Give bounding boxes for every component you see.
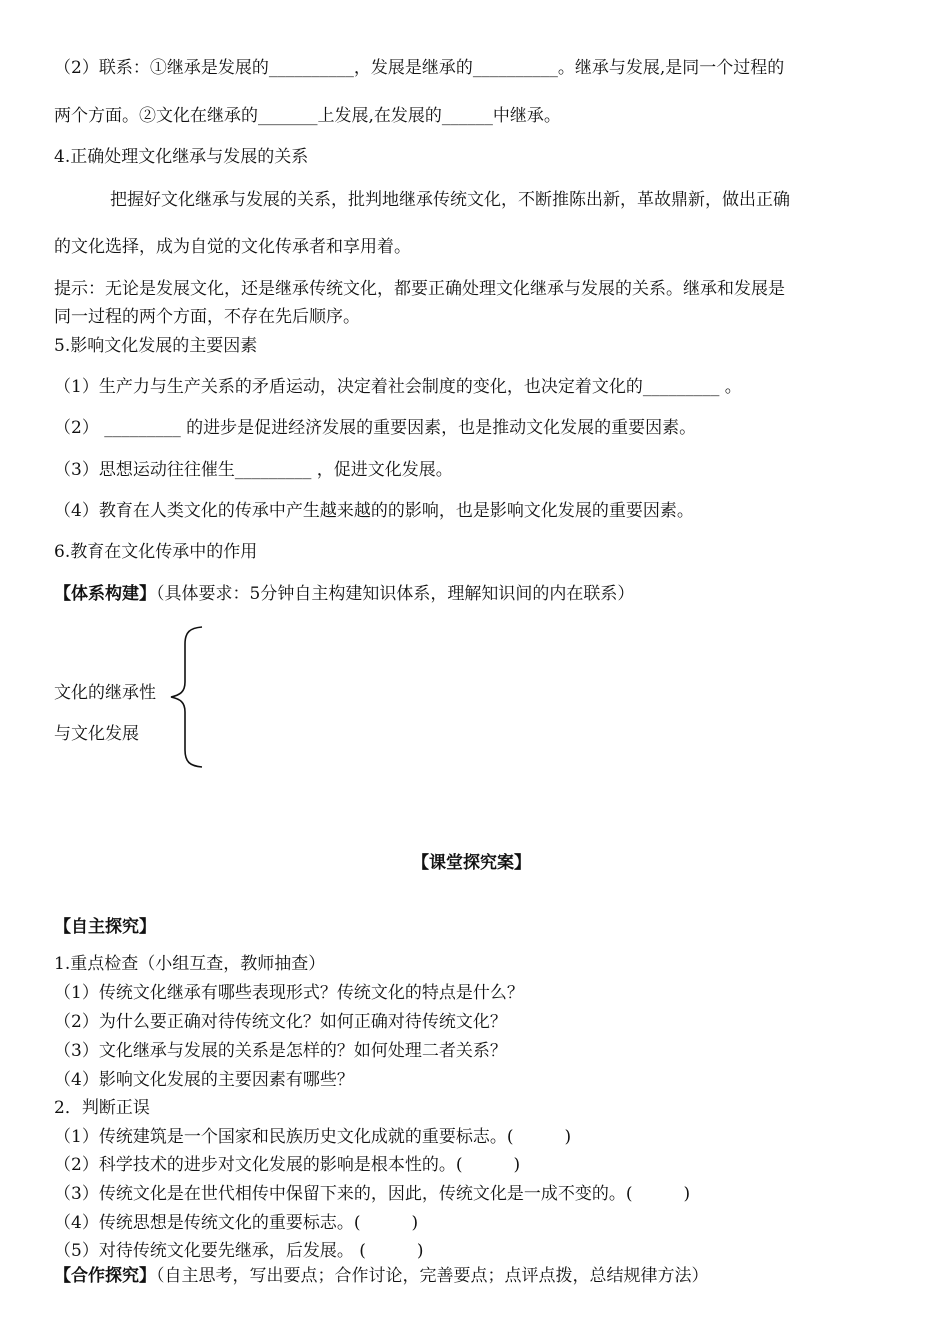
list-item: （4）传统思想是传统文化的重要标志。( ) — [54, 1213, 419, 1233]
text-line: （4）教育在人类文化的传承中产生越来越的的影响，也是影响文化发展的重要因素。 — [54, 501, 694, 521]
section-heading: 4.正确处理文化继承与发展的关系 — [54, 147, 309, 167]
self-explore-heading: 【自主探究】 — [54, 917, 156, 937]
text-line: （2）联系：①继承是发展的__________，发展是继承的__________。继承与发展,是同一个过程的 — [54, 58, 785, 78]
list-item: （5）对待传统文化要先继承，后发展。 ( ) — [54, 1241, 424, 1261]
coop-explore-line — [54, 1266, 709, 1286]
text-line: （1）生产力与生产关系的矛盾运动，决定着社会制度的变化，也决定着文化的_________ 。 — [54, 377, 742, 397]
text-line: （3）思想运动往往催生_________ ，促进文化发展。 — [54, 460, 453, 480]
hint-line: 同一过程的两个方面，不存在先后顺序。 — [54, 307, 360, 327]
list-item: （1）传统文化继承有哪些表现形式？传统文化的特点是什么？ — [54, 983, 524, 1003]
brace-label-line-2: 与文化发展 — [54, 724, 139, 744]
text-line: （2） _________ 的进步是促进经济发展的重要因素，也是推动文化发展的重要因素。 — [54, 418, 697, 438]
text-line: 两个方面。②文化在继承的_______上发展,在发展的______中继承。 — [54, 106, 561, 126]
list-item: （4）影响文化发展的主要因素有哪些？ — [54, 1070, 354, 1090]
list-item: （3）传统文化是在世代相传中保留下来的，因此，传统文化是一成不变的。( ) — [54, 1184, 691, 1204]
system-build-heading: 【体系构建】 — [54, 584, 156, 604]
list-item: （1）传统建筑是一个国家和民族历史文化成就的重要标志。( ) — [54, 1127, 572, 1147]
system-build-note: （具体要求：5分钟自主构建知识体系，理解知识间的内在联系） — [156, 584, 635, 604]
coop-explore-note: （自主思考，写出要点；合作讨论，完善要点；点评点拨，总结规律方法） — [156, 1266, 709, 1286]
list-item: （2）科学技术的进步对文化发展的影响是根本性的。( ) — [54, 1155, 521, 1175]
check-title: 1.重点检查（小组互查，教师抽查） — [54, 954, 326, 974]
hint-line: 提示：无论是发展文化，还是继承传统文化，都要正确处理文化继承与发展的关系。继承和发展是 — [54, 279, 785, 299]
list-item: （3）文化继承与发展的关系是怎样的？如何处理二者关系？ — [54, 1041, 507, 1061]
list-item: （2）为什么要正确对待传统文化？如何正确对待传统文化？ — [54, 1012, 507, 1032]
coop-explore-heading: 【合作探究】 — [54, 1266, 156, 1286]
page-title: 【课堂探究案】 — [412, 853, 531, 873]
text-line: 的文化选择，成为自觉的文化传承者和享用着。 — [54, 237, 411, 257]
judge-title: 2．判断正误 — [54, 1098, 150, 1118]
curly-brace-icon — [168, 626, 208, 768]
section-heading: 5.影响文化发展的主要因素 — [54, 336, 258, 356]
text-line: 把握好文化继承与发展的关系，批判地继承传统文化，不断推陈出新，革故鼎新，做出正确 — [110, 190, 790, 210]
section-heading: 6.教育在文化传承中的作用 — [54, 542, 258, 562]
system-build-line — [54, 584, 634, 604]
brace-label-line-1: 文化的继承性 — [54, 683, 156, 703]
